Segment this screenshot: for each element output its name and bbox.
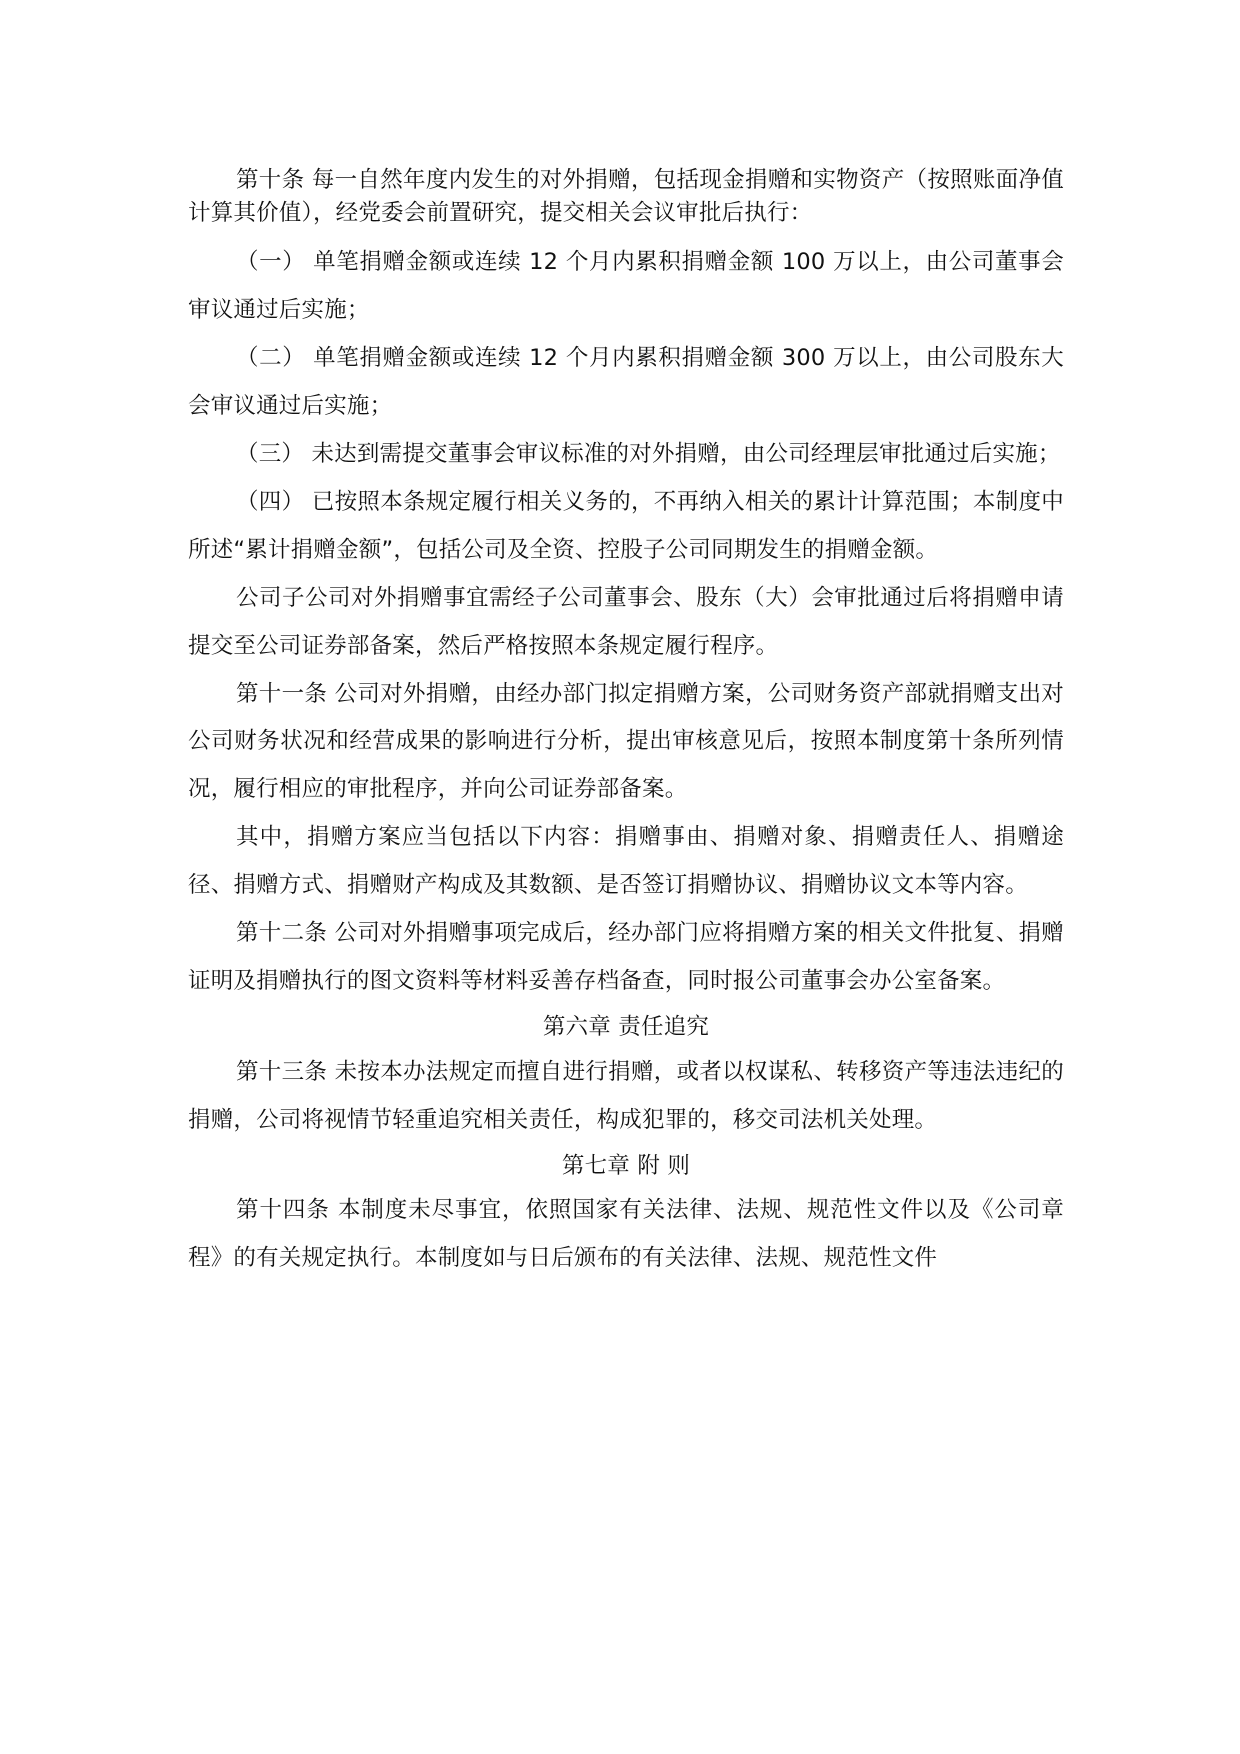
- article-13: 第十三条 未按本办法规定而擅自进行捐赠，或者以权谋私、转移资产等违法违纪的捐赠，公司将视情节轻重追究相关责任，构成犯罪的，移交司法机关处理。: [188, 1058, 1064, 1133]
- article-10-item-3: （三） 未达到需提交董事会审议标准的对外捐赠，由公司经理层审批通过后实施；: [236, 440, 1061, 467]
- document-page: [188, 164, 1064, 1283]
- article-10: 第十条 每一自然年度内发生的对外捐赠，包括现金捐赠和实物资产（按照账面净值计算其价值），经党委会前置研究，提交相关会议审批后执行：: [188, 167, 1064, 226]
- article-12: 第十二条 公司对外捐赠事项完成后，经办部门应将捐赠方案的相关文件批复、捐赠证明及捐赠执行的图文资料等材料妥善存档备查，同时报公司董事会办公室备案。: [188, 920, 1064, 995]
- subsidiary-donation-paragraph: 公司子公司对外捐赠事宜需经子公司董事会、股东（大）会审批通过后将捐赠申请提交至公司证券部备案，然后严格按照本条规定履行程序。: [188, 584, 1064, 659]
- donation-plan-contents: 其中，捐赠方案应当包括以下内容：捐赠事由、捐赠对象、捐赠责任人、捐赠途径、捐赠方式、捐赠财产构成及其数额、是否签订捐赠协议、捐赠协议文本等内容。: [188, 824, 1064, 899]
- article-10-item-4: （四） 已按照本条规定履行相关义务的，不再纳入相关的累计计算范围；本制度中所述“累计捐赠金额”，包括公司及全资、控股子公司同期发生的捐赠金额。: [188, 488, 1064, 563]
- chapter-6-heading: 第六章 责任追究: [542, 1014, 710, 1040]
- chapter-7-heading: 第七章 附 则: [561, 1152, 691, 1179]
- article-10-item-2: （二） 单笔捐赠金额或连续 12 个月内累积捐赠金额 300 万以上，由公司股东大会审议通过后实施；: [188, 345, 1064, 420]
- article-14: 第十四条 本制度未尽事宜，依照国家有关法律、法规、规范性文件以及《公司章程》的有关规定执行。本制度如与日后颁布的有关法律、法规、规范性文件: [188, 1197, 1064, 1272]
- article-10-item-1: （一） 单笔捐赠金额或连续 12 个月内累积捐赠金额 100 万以上，由公司董事会审议通过后实施；: [188, 249, 1064, 324]
- article-11: 第十一条 公司对外捐赠，由经办部门拟定捐赠方案，公司财务资产部就捐赠支出对公司财务状况和经营成果的影响进行分析，提出审核意见后，按照本制度第十条所列情况，履行相应的审批程序，并向公司证券部备案。: [188, 680, 1064, 803]
